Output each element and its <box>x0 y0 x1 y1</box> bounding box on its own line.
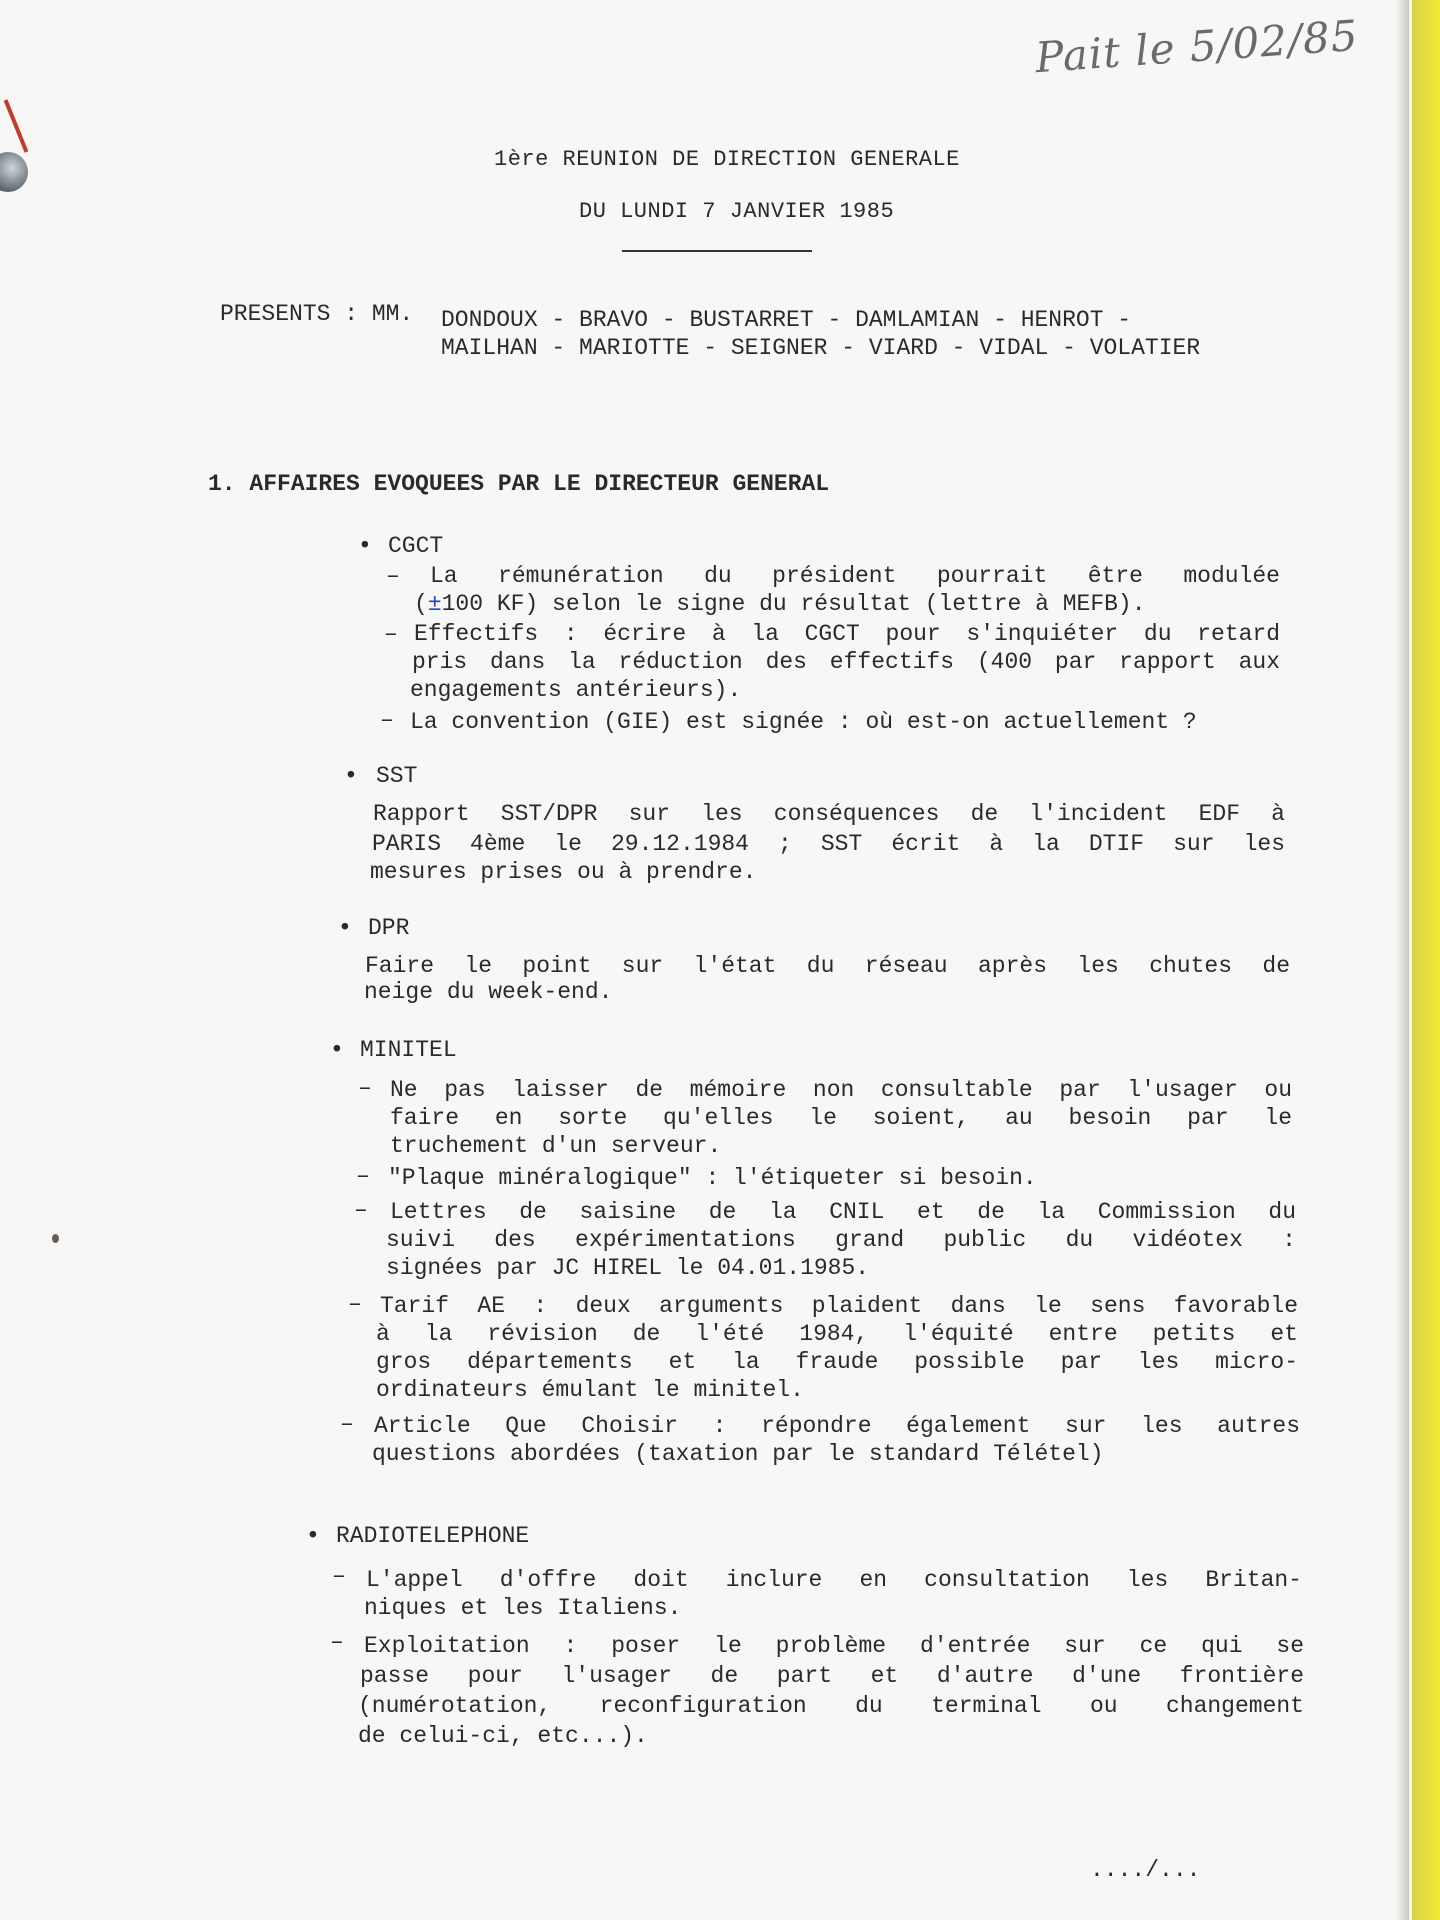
handwritten-annotation: Pait le 5/02/85 <box>1033 10 1360 83</box>
minitel-item-line: Ne pas laisser de mémoire non consultable par l'usager ou <box>390 1077 1292 1103</box>
cgct-item-line: engagements antérieurs). <box>410 677 742 703</box>
cgct-item-line: Effectifs : écrire à la CGCT pour s'inquiéter du retard <box>414 621 1280 647</box>
bullet-icon: • <box>344 763 358 789</box>
meeting-date: DU LUNDI 7 JANVIER 1985 <box>579 199 895 224</box>
dash-icon: – <box>348 1291 362 1317</box>
minitel-title: MINITEL <box>360 1037 457 1063</box>
presents-names-line1: DONDOUX - BRAVO - BUSTARRET - DAMLAMIAN - HENROT - <box>441 307 1132 333</box>
presents-label: PRESENTS : MM. <box>220 301 414 327</box>
yellow-binder-edge <box>1412 0 1440 1920</box>
bullet-icon: • <box>358 533 372 559</box>
section-heading: 1. AFFAIRES EVOQUEES PAR LE DIRECTEUR GENERAL <box>208 471 830 497</box>
dpr-text-line: Faire le point sur l'état du réseau après les chutes de <box>365 953 1290 979</box>
sst-text-line: Rapport SST/DPR sur les conséquences de l'incident EDF à <box>373 801 1285 827</box>
dash-icon: – <box>380 707 394 733</box>
meeting-title: 1ère REUNION DE DIRECTION GENERALE <box>494 147 960 172</box>
sst-text-line: PARIS 4ème le 29.12.1984 ; SST écrit à la DTIF sur les <box>372 831 1285 857</box>
dash-icon: – <box>354 1197 368 1223</box>
cgct-item-text: 100 KF) selon le signe du résultat (lettre à MEFB). <box>441 591 1146 617</box>
sst-title: SST <box>376 763 418 789</box>
minitel-item-line: signées par JC HIREL le 04.01.1985. <box>386 1255 870 1281</box>
dash-icon: – <box>340 1411 354 1437</box>
radiotelephone-item-line: (numérotation, reconfiguration du terminal ou changement <box>358 1693 1304 1719</box>
bullet-icon: • <box>330 1037 344 1063</box>
radiotelephone-item-line: L'appel d'offre doit inclure en consultation les Britan- <box>366 1567 1302 1593</box>
page-edge-shadow <box>1395 0 1409 1920</box>
bullet-icon: • <box>306 1523 320 1549</box>
dash-icon: – <box>358 1075 372 1101</box>
radiotelephone-item-line: de celui-ci, etc...). <box>358 1723 648 1749</box>
cgct-item-line: La rémunération du président pourrait être modulée <box>430 563 1280 589</box>
minitel-item-line: Article Que Choisir : répondre également sur les autres <box>374 1413 1300 1439</box>
dpr-title: DPR <box>368 915 410 941</box>
sst-text-line: mesures prises ou à prendre. <box>370 859 757 885</box>
cgct-title: CGCT <box>388 533 444 559</box>
plus-minus-icon: ± <box>427 591 442 617</box>
radiotelephone-item-line: Exploitation : poser le problème d'entrée sur ce qui se <box>364 1633 1304 1659</box>
continuation-marker: ..../... <box>1090 1857 1201 1883</box>
cgct-item-line: pris dans la réduction des effectifs (400 par rapport aux <box>412 649 1280 675</box>
minitel-item-line: "Plaque minéralogique" : l'étiqueter si besoin. <box>388 1165 1037 1191</box>
dash-icon: – <box>386 563 400 589</box>
minitel-item-line: ordinateurs émulant le minitel. <box>376 1377 804 1403</box>
paper-speck <box>52 1234 59 1243</box>
minitel-item-line: truchement d'un serveur. <box>390 1133 722 1159</box>
minitel-item-line: questions abordées (taxation par le standard Télétel) <box>372 1441 1104 1467</box>
radiotelephone-title: RADIOTELEPHONE <box>336 1523 530 1549</box>
cgct-item-line <box>414 590 1146 618</box>
paren-open: ( <box>414 591 428 617</box>
minitel-item-line: suivi des expérimentations grand public du vidéotex : <box>386 1227 1296 1253</box>
dpr-text-line: neige du week-end. <box>364 979 613 1005</box>
minitel-item-line: à la révision de l'été 1984, l'équité entre petits et <box>376 1321 1298 1347</box>
minitel-item-line: faire en sorte qu'elles le soient, au besoin par le <box>390 1105 1292 1131</box>
radiotelephone-item-line: niques et les Italiens. <box>364 1595 682 1621</box>
dash-icon: – <box>332 1563 346 1589</box>
dash-icon: – <box>330 1629 344 1655</box>
minitel-item-line: gros départements et la fraude possible par les micro- <box>376 1349 1298 1375</box>
bullet-icon: • <box>338 915 352 941</box>
dash-icon: – <box>356 1163 370 1189</box>
title-underline <box>622 250 812 252</box>
presents-names-line2: MAILHAN - MARIOTTE - SEIGNER - VIARD - VIDAL - VOLATIER <box>441 335 1201 361</box>
minitel-item-line: Tarif AE : deux arguments plaident dans le sens favorable <box>380 1293 1298 1319</box>
dash-icon: – <box>384 621 398 647</box>
cgct-item-line: La convention (GIE) est signée : où est-on actuellement ? <box>410 709 1197 735</box>
radiotelephone-item-line: passe pour l'usager de part et d'autre d'une frontière <box>360 1663 1304 1689</box>
minitel-item-line: Lettres de saisine de la CNIL et de la Commission du <box>390 1199 1296 1225</box>
